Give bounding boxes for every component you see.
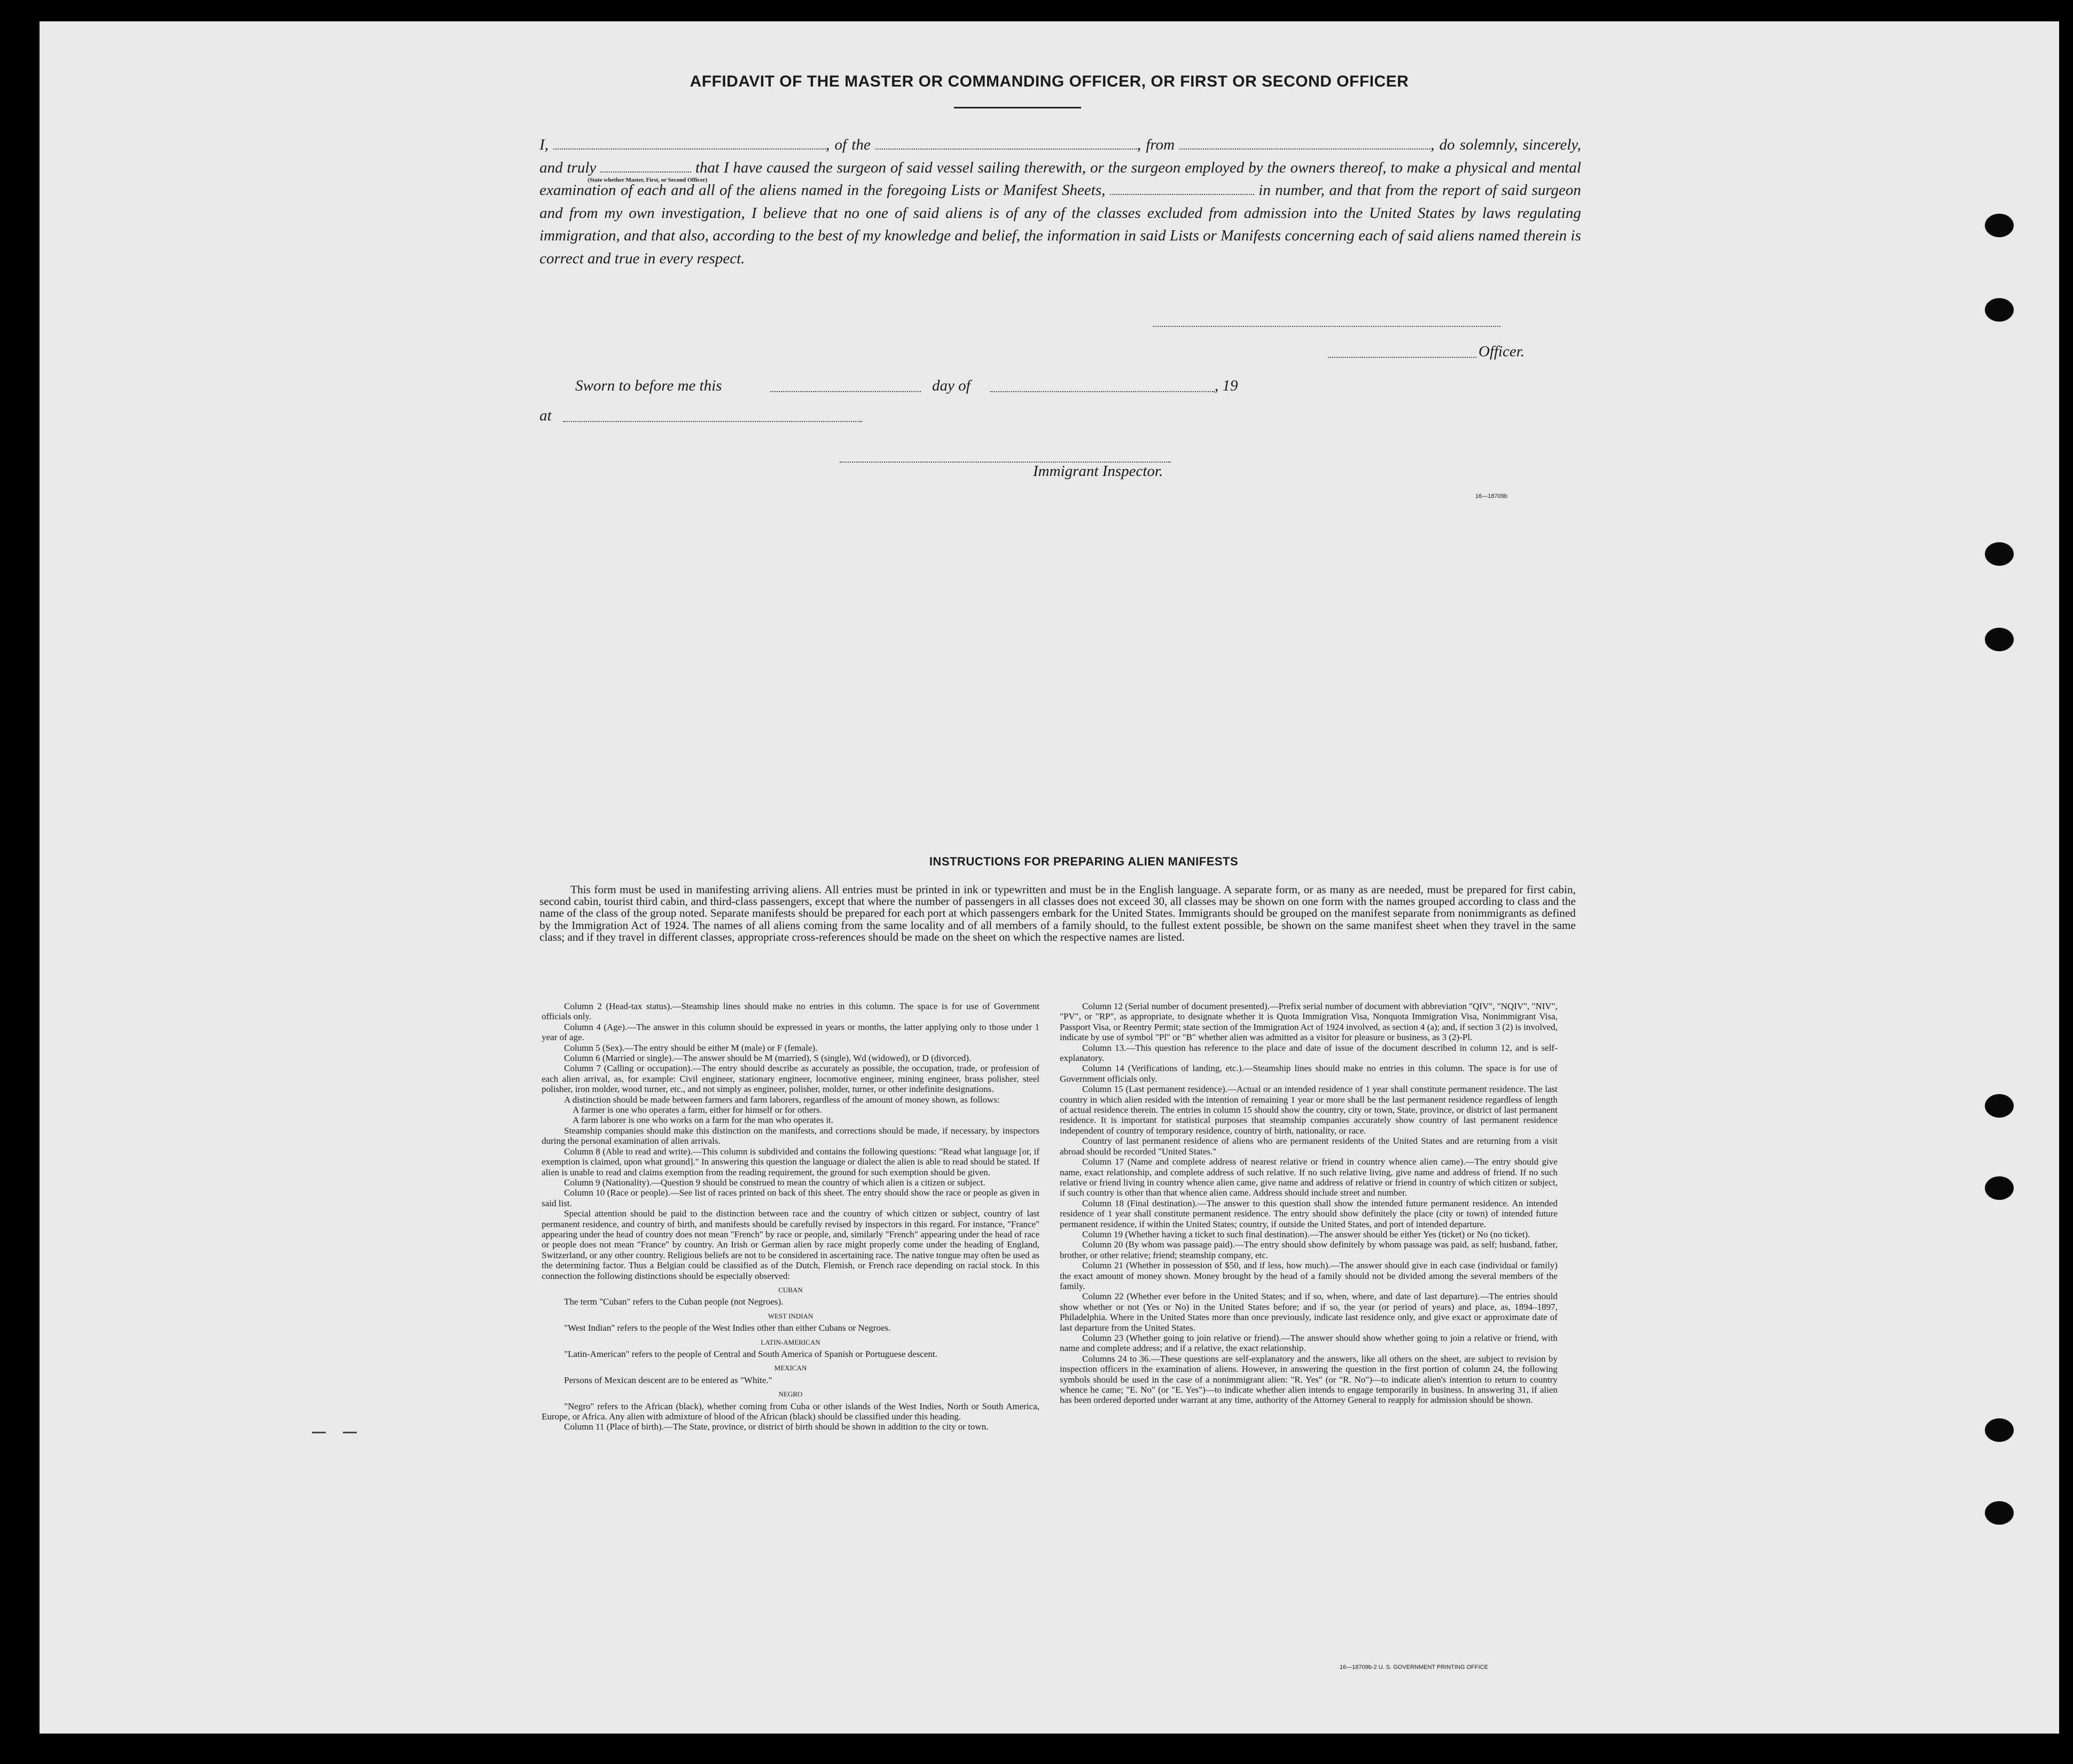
latin-american-heading: LATIN-AMERICAN	[761, 1338, 820, 1346]
instructions-intro: This form must be used in manifesting arriving aliens. All entries must be printed in ink or typewritten and must be in the English language. A separate form, or as many as are needed, must be prepared for first cabin, second cabin, tourist third cabin, and third-class passengers, except that where the number of passengers in all classes does not exceed 30, all classes may be shown on one form with the names grouped according to class and the name of the class of the group noted. Separate manifests should be prepared for each port at which passengers embark for the United States. Immigrants should be grouped on the manifest separate from nonimmigrants as defined by the Immigration Act of 1924. The names of all aliens coming from the same locality and of all members of a family should, to the fullest extent possible, be shown on the same manifest sheet when they travel in the same class; and if they travel in different classes, appropriate cross-references should be made on the sheet on which the respective names are listed.	[539, 883, 1576, 943]
punch-hole	[1985, 1418, 2014, 1442]
west-indian-definition: "West Indian" refers to the people of the West Indies other than either Cubans or Negroes.	[564, 1323, 891, 1333]
instruction-paragraph: Column 19 (Whether having a ticket to such final destination).—The answer should be either Yes (ticket) or No (no ticket).	[1082, 1229, 1530, 1239]
cuban-heading: CUBAN	[778, 1285, 803, 1294]
punch-hole	[1985, 1501, 2014, 1525]
sworn-month-blank	[990, 391, 1215, 392]
instruction-paragraph: A farmer is one who operates a farm, either for himself or for others.	[573, 1105, 822, 1115]
negro-definition: "Negro" refers to the African (black), whether coming from Cuba or other islands of the West Indies, North or South America, Europe, or Africa. Any alien with admixture of blood of the African (black) should be classified under this heading.	[542, 1401, 1039, 1422]
affidavit-title: AFFIDAVIT OF THE MASTER OR COMMANDING OFFICER, OR FIRST OR SECOND OFFICER	[690, 73, 1409, 90]
instruction-paragraph: Column 10 (Race or people).—See list of races printed on back of this sheet. The entry should show the race or people as given in said list.	[542, 1188, 1039, 1208]
affidavit-body-2: in number, and that from the report of said surgeon and from my own investigation, I believe that no one of said aliens is of any of the classes excluded from admission into the United States by laws regulating immigration, and that also, according to the best of my knowledge and belief, the information in said Lists or Manifests concerning each of said aliens named therein is correct and true in every respect.	[539, 182, 1582, 267]
punch-hole	[1985, 1176, 2014, 1200]
affidavit-solemnly: solemnly, sincerely, and truly	[539, 136, 1582, 176]
instruction-paragraph: Special attention should be paid to the distinction between race and the country of which citizen or subject, country of last permanent residence, and country of birth, and manifests should be carefully revised by inspectors in this regard. For instance, "France" appearing under the head of country does not mean "French" by race or people, and, similarly "French" appearing under the head of race or people does not mean "France" by country. An Irish or German alien by race might properly come under the heading of England, Switzerland, or any other country. Religious beliefs are not to be considered in ascertaining race. The native tongue may often be used as the determining factor. Thus a Belgian could be classified as of the Dutch, Flemish, or French race depending on racial stock. In this connection the following distinctions should be especially observed:	[542, 1208, 1039, 1281]
year-label: , 19	[1215, 377, 1238, 394]
affidavit-do: , do	[1430, 136, 1455, 153]
instruction-paragraph: Column 8 (Able to read and write).—This column is subdivided and contains the following questions: "Read what language [or, if exemption is claimed, upon what ground]." In answering this question the language or dialect the alien is able to read should be stated. If alien is unable to read and claims exemption from the reading requirement, the ground for such exemption should be given.	[542, 1146, 1039, 1177]
instruction-paragraph: Column 7 (Calling or occupation).—The entry should describe as accurately as possible, the occupation, trade, or profession of each alien arrival, as, for example: Civil engineer, stationary engineer, locomotive engineer, mining engineer, brass polisher, steel polisher, iron molder, wood turner, etc., and not simply as engineer, polisher, molder, turner, or other indefinite designations.	[542, 1063, 1039, 1095]
punch-hole	[1985, 298, 2014, 322]
affidavit-body-1: that I have caused the surgeon of said vessel sailing therewith, or the surgeon employed by the owners thereof, to make a physical and mental examination of each and all of the aliens named in the foregoing Lists or Manifest Sheets,	[539, 159, 1581, 199]
instruction-paragraph: Column 23 (Whether going to join relative or friend).—The answer should show whether going to join a relative or friend, with name and complete address; and if a relative, the exact relationship.	[1060, 1333, 1558, 1354]
affidavit-paragraph	[539, 134, 1581, 270]
instruction-paragraph: Column 17 (Name and complete address of nearest relative or friend in country whence alien came).—The entry should give name, exact relationship, and complete address of such relative. If no such relative living, give name and address of friend. If no such relative or friend living in country whence alien came, give name and address of relative or friend in country of which citizen or subject, if such country is other than that whence alien came. Address should include street and number.	[1060, 1157, 1558, 1198]
sworn-label: Sworn to before me this	[575, 377, 722, 394]
instruction-paragraph: Column 4 (Age).—The answer in this column should be expressed in years or months, the latter applying only to those under 1 year of age.	[542, 1021, 1039, 1043]
column-11-instruction: Column 11 (Place of birth).—The State, province, or district of birth should be shown in addition to the city or town.	[564, 1422, 989, 1432]
instruction-paragraph: Column 15 (Last permanent residence).—Actual or an intended residence of 1 year shall constitute permanent residence. The last country in which alien resided with the intention of remaining 1 year or more shall be the last permanent residence regardless of length of actual residence therein. The entries in column 15 should show the country, city or town, State, province, or district of last permanent residence. It is important for statistical purposes that steamship companies accurately show country of last permanent residence independent of country of temporary residence, country of birth, nationality, or race.	[1060, 1084, 1558, 1136]
instruction-paragraph: Column 22 (Whether ever before in the United States; and if so, when, where, and date of last departure).—The entries should show whether or not (Yes or No) in the United States before; and if so, the year (or period of years) and place, as, 1894–1897, Philadelphia. Where in the United States more than once previously, indicate last residence only, and give exact or approximate date of last departure from the United States.	[1060, 1291, 1558, 1333]
negro-heading: NEGRO	[778, 1390, 803, 1399]
mexican-definition: Persons of Mexican descent are to be entered as "White."	[564, 1375, 772, 1385]
title-rule	[954, 107, 1081, 108]
latin-american-definition: "Latin-American" refers to the people of Central and South America of Spanish or Portuguese descent.	[564, 1349, 937, 1359]
instruction-paragraph: Column 5 (Sex).—The entry should be either M (male) or F (female).	[564, 1042, 818, 1053]
at-label: at	[539, 407, 552, 424]
officer-signature-line	[1153, 326, 1500, 327]
printing-office-footer: 16—18709b-2 U. S. GOVERNMENT PRINTING OFFICE	[1340, 1664, 1488, 1671]
instruction-paragraph: Column 6 (Married or single).—The answer should be M (married), S (single), Wd (widowed), or D (divorced).	[564, 1053, 972, 1064]
place-blank	[563, 421, 862, 422]
officer-rank-blank	[553, 149, 826, 183]
west-indian-heading: WEST INDIAN	[768, 1312, 813, 1320]
port-blank	[1179, 149, 1430, 150]
vessel-name-blank	[875, 149, 1137, 150]
instruction-paragraph: Column 18 (Final destination).—The answer to this question shall show the intended future permanent residence. An intended residence of 1 year shall constitute permanent residence. The entry should show definitely the place (city or town) of intended future permanent residence, if within the United States; country, if outside the United States, and port of intended departure.	[1060, 1198, 1558, 1229]
inspector-label: Immigrant Inspector.	[1033, 463, 1163, 480]
punch-hole	[1985, 628, 2014, 651]
affidavit-of-the: , of the	[826, 136, 871, 153]
document-page	[40, 21, 2059, 1734]
officer-title-line	[1328, 357, 1476, 358]
instruction-paragraph: Column 14 (Verifications of landing, etc.).—Steamship lines should make no entries in this column. The space is for use of Government officials only.	[1060, 1063, 1558, 1084]
cuban-definition: The term "Cuban" refers to the Cuban people (not Negroes).	[564, 1297, 784, 1307]
instruction-paragraph: Columns 24 to 36.—These questions are self-explanatory and the answers, like all others on the sheet, are subject to revision by inspection officers in the examination of aliens. However, in answering the question in the first portion of column 24, the following symbols should be used in the case of a nonimmigrant alien: "R. Yes" (or "R. No")—to indicate alien's intention to return to country whence he came; "E. No" (or "E. Yes")—to indicate whether alien intends to engage temporarily in business. In answering 31, if alien has been ordered deported under warrant at any time, authority of the Attorney General to reapply for admission should be shown.	[1060, 1353, 1558, 1406]
instruction-paragraph: Column 2 (Head-tax status).—Steamship lines should make no entries in this column. The space is for use of Government officials only.	[542, 1001, 1039, 1022]
instructions-left-column	[542, 1001, 1039, 1432]
punch-hole	[1985, 542, 2014, 566]
instruction-paragraph: Country of last permanent residence of aliens who are permanent residents of the United States and are returning from a visit abroad should be recorded "United States."	[1060, 1136, 1558, 1157]
sworn-day-blank	[770, 391, 921, 392]
number-blank	[1110, 194, 1254, 195]
officer-label: Officer.	[1479, 343, 1525, 360]
instruction-paragraph: Column 9 (Nationality).—Question 9 should be construed to mean the country of which alien is a citizen or subject.	[564, 1177, 985, 1188]
instruction-paragraph: Column 12 (Serial number of document presented).—Prefix serial number of document with abbreviation "QIV", "NQIV", "NIV", "PV", or "RP", as appropriate, to designate whether it is Quota Immigration Visa, Nonquota Immigration Visa, Nonimmigrant Visa, Passport Visa, or Reentry Permit; state section of the Immigration Act of 1924 involved, as section 4 (a); and, if section 3 (2) is involved, indicate by use of symbol "Pl" or "B" whether alien was admitted as a visitor for pleasure or business, as 3 (2)-Pl.	[1060, 1001, 1558, 1043]
form-number: 16—18709b	[1475, 493, 1507, 499]
instructions-title: INSTRUCTIONS FOR PREPARING ALIEN MANIFESTS	[929, 855, 1239, 868]
punch-hole	[1985, 1094, 2014, 1118]
margin-mark	[343, 1432, 357, 1433]
instruction-paragraph: Steamship companies should make this distinction on the manifests, and corrections should be made, if necessary, by inspectors during the personal examination of alien arrivals.	[542, 1125, 1039, 1146]
punch-hole	[1985, 214, 2014, 237]
margin-mark	[312, 1432, 326, 1433]
day-of-label: day of	[932, 377, 971, 394]
instruction-paragraph: Column 20 (By whom was passage paid).—The entry should show definitely by whom passage was paid, as self; husband, father, brother, or other relative; friend; steamship company, etc.	[1060, 1239, 1558, 1260]
instruction-paragraph: Column 21 (Whether in possession of $50, and if less, how much).—The answer should give in each case (individual or family) the exact amount of money shown. Money brought by the head of a family should not be divided among the several members of the family.	[1060, 1260, 1558, 1291]
instruction-paragraph: A farm laborer is one who works on a farm for the man who operates it.	[573, 1115, 834, 1126]
mexican-heading: MEXICAN	[774, 1364, 807, 1372]
instruction-paragraph: Column 13.—This question has reference to the place and date of issue of the document described in column 12, and is self-explanatory.	[1060, 1042, 1558, 1064]
instructions-right-column	[1060, 1001, 1558, 1406]
affidavit-i: I,	[539, 136, 549, 153]
officer-rank-note: (State whether Master, First, or Second Officer)	[588, 177, 708, 183]
instruction-paragraph: A distinction should be made between farmers and farm laborers, regardless of the amount of money shown, as follows:	[564, 1094, 1000, 1105]
affidavit-from: , from	[1137, 136, 1175, 153]
